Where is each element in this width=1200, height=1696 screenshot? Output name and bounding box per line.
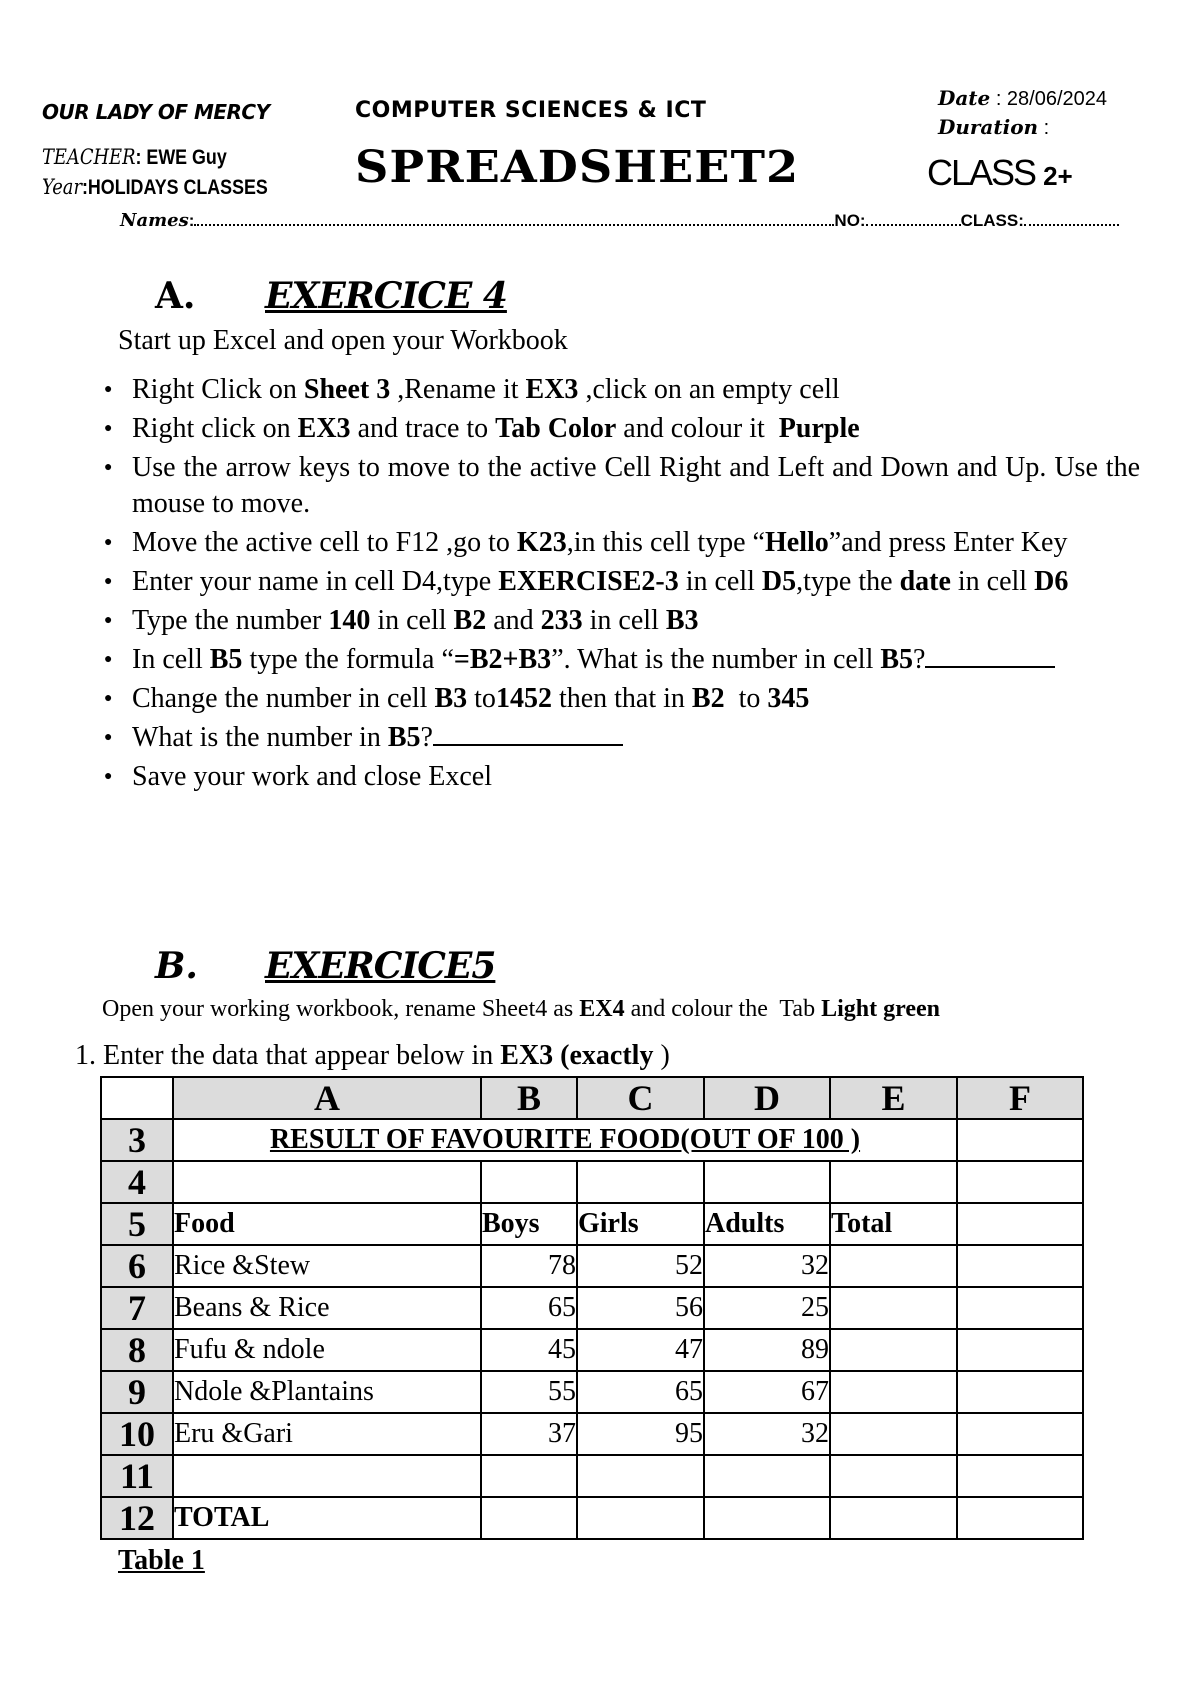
hl: 140	[328, 605, 371, 636]
column-header: D	[704, 1077, 830, 1119]
instruction-text: In cell B5 type the formula “=B2+B3”. What is the number in cell B5?	[132, 644, 926, 675]
total-cell	[830, 1371, 957, 1413]
boys-cell: 78	[481, 1245, 577, 1287]
table-row	[101, 1287, 1083, 1329]
teacher-label: TEACHER	[42, 145, 136, 169]
table-row	[101, 1329, 1083, 1371]
section-b-letter: B.	[155, 945, 198, 987]
table-cell	[577, 1161, 704, 1203]
hl: Hello	[765, 527, 829, 558]
food-cell: Fufu & ndole	[173, 1329, 481, 1371]
hl: D6	[1034, 566, 1069, 597]
instruction-item	[100, 681, 1140, 717]
hl: D5	[761, 566, 797, 597]
table-cell	[704, 1455, 830, 1497]
column-header: C	[577, 1077, 704, 1119]
column-header: B	[481, 1077, 577, 1119]
table-cell	[704, 1497, 830, 1539]
names-label: Names	[120, 210, 189, 231]
header-left	[42, 100, 270, 199]
hl: Tab Color	[495, 413, 617, 444]
total-label-cell: TOTAL	[173, 1497, 481, 1539]
total-cell	[830, 1287, 957, 1329]
class-blank[interactable]	[1024, 210, 1119, 226]
row-header: 4	[101, 1161, 173, 1203]
girls-cell: 56	[577, 1287, 704, 1329]
girls-cell: 52	[577, 1245, 704, 1287]
adults-cell: 32	[704, 1245, 830, 1287]
row-header: 11	[101, 1455, 173, 1497]
teacher-value: : EWE Guy	[135, 146, 227, 169]
year-label: Year	[42, 175, 82, 199]
adults-cell: 67	[704, 1371, 830, 1413]
header-right	[938, 86, 1107, 140]
table-cell	[577, 1497, 704, 1539]
instruction-text: Save your work and close Excel	[132, 761, 492, 792]
section-a-intro: Start up Excel and open your Workbook	[118, 325, 568, 356]
table-row	[101, 1203, 1083, 1245]
boys-cell: 45	[481, 1329, 577, 1371]
class-line	[927, 152, 1073, 194]
hl: B5	[209, 644, 243, 675]
row-header: 12	[101, 1497, 173, 1539]
hl: 233	[540, 605, 583, 636]
total-cell	[830, 1413, 957, 1455]
duration-line	[938, 115, 1107, 140]
instruction-item	[100, 450, 1140, 522]
table-cell	[830, 1455, 957, 1497]
section-a-letter: A.	[155, 275, 196, 317]
table-row	[101, 1371, 1083, 1413]
food-cell: Beans & Rice	[173, 1287, 481, 1329]
boys-cell: 65	[481, 1287, 577, 1329]
hl: B5	[387, 722, 421, 753]
instruction-item	[100, 564, 1140, 600]
hl: date	[899, 566, 951, 597]
row-header: 7	[101, 1287, 173, 1329]
field-header: Girls	[577, 1203, 704, 1245]
section-b-heading	[155, 945, 495, 987]
corner-cell	[101, 1077, 173, 1119]
instruction-text: Use the arrow keys to move to the active Cell Right and Left and Down and Up. Use the mouse to move.	[132, 452, 1140, 519]
boys-cell: 37	[481, 1413, 577, 1455]
table-cell	[957, 1287, 1083, 1329]
section-a-title: EXERCICE 4	[265, 275, 507, 317]
instruction-item	[100, 603, 1140, 639]
hl: B2	[691, 683, 725, 714]
food-cell: Ndole &Plantains	[173, 1371, 481, 1413]
names-line: Names: NO: CLASS:	[120, 210, 1119, 231]
table-cell	[830, 1497, 957, 1539]
instruction-item	[100, 720, 1140, 756]
adults-cell: 89	[704, 1329, 830, 1371]
no-blank[interactable]	[866, 210, 961, 226]
hl: B2	[453, 605, 487, 636]
table-cell	[173, 1161, 481, 1203]
table-row	[101, 1497, 1083, 1539]
column-header: F	[957, 1077, 1083, 1119]
names-blank[interactable]	[194, 210, 834, 226]
section-a-instructions	[100, 372, 1140, 798]
boys-cell: 55	[481, 1371, 577, 1413]
no-label: NO:	[834, 211, 866, 230]
row-header: 8	[101, 1329, 173, 1371]
field-header: Food	[173, 1203, 481, 1245]
instruction-text: Type the number 140 in cell B2 and 233 in cell B3	[132, 605, 699, 636]
table-cell	[957, 1329, 1083, 1371]
field-header: Adults	[704, 1203, 830, 1245]
duration-label: Duration	[938, 115, 1039, 139]
table-cell	[957, 1455, 1083, 1497]
food-cell: Rice &Stew	[173, 1245, 481, 1287]
girls-cell: 65	[577, 1371, 704, 1413]
instruction-text: Change the number in cell B3 to1452 then that in B2 to 345	[132, 683, 810, 714]
instruction-text: Right Click on Sheet 3 ,Rename it EX3 ,click on an empty cell	[132, 374, 840, 405]
column-header: A	[173, 1077, 481, 1119]
total-cell	[830, 1329, 957, 1371]
class-label: CLASS	[927, 152, 1036, 193]
instruction-item	[100, 525, 1140, 561]
table-row	[101, 1161, 1083, 1203]
instruction-text: Move the active cell to F12 ,go to K23,in this cell type “Hello”and press Enter Key	[132, 527, 1068, 558]
teacher-line	[42, 142, 227, 173]
year-value: :HOLIDAYS CLASSES	[81, 176, 268, 199]
table-caption: Table 1	[118, 1545, 205, 1576]
hl: EXERCISE2-3	[498, 566, 679, 597]
date-line	[938, 86, 1107, 111]
table-title-cell: RESULT OF FAVOURITE FOOD(OUT OF 100 )	[173, 1119, 957, 1161]
hl: 345	[767, 683, 810, 714]
column-header-row	[101, 1077, 1083, 1119]
instruction-text: What is the number in B5?	[132, 722, 433, 753]
hl: 1452	[495, 683, 552, 714]
section-b-title: EXERCICE5	[265, 945, 496, 987]
school-name: OUR LADY OF MERCY	[42, 100, 270, 124]
table-row	[101, 1455, 1083, 1497]
class-field-label: CLASS:	[960, 211, 1024, 230]
field-header: Boys	[481, 1203, 577, 1245]
column-header: E	[830, 1077, 957, 1119]
row-header: 3	[101, 1119, 173, 1161]
hl: =B2+B3	[453, 644, 552, 675]
spreadsheet-table	[100, 1076, 1084, 1540]
row-header: 6	[101, 1245, 173, 1287]
table-cell	[957, 1245, 1083, 1287]
hl: EX3	[525, 374, 579, 405]
row-header: 9	[101, 1371, 173, 1413]
instruction-text: Enter your name in cell D4,type EXERCISE2-3 in cell D5,type the date in cell D6	[132, 566, 1069, 597]
instruction-item	[100, 759, 1140, 795]
table-row	[101, 1413, 1083, 1455]
date-label: Date	[938, 86, 991, 110]
girls-cell: 47	[577, 1329, 704, 1371]
adults-cell: 32	[704, 1413, 830, 1455]
food-cell: Eru &Gari	[173, 1413, 481, 1455]
worksheet-title: SPREADSHEET2	[355, 142, 800, 193]
answer-blank[interactable]	[925, 642, 1055, 668]
hl: K23	[516, 527, 567, 558]
table-cell	[957, 1119, 1083, 1161]
table-cell	[830, 1161, 957, 1203]
class-value: 2+	[1043, 161, 1073, 191]
table-cell	[481, 1455, 577, 1497]
section-b-step-1: 1. Enter the data that appear below in EX3 (exactly )	[75, 1040, 670, 1071]
subject-title: COMPUTER SCIENCES & ICT	[355, 98, 707, 123]
table-cell	[957, 1413, 1083, 1455]
row-header: 5	[101, 1203, 173, 1245]
year-line	[42, 172, 268, 203]
table-row	[101, 1245, 1083, 1287]
adults-cell: 25	[704, 1287, 830, 1329]
instruction-item	[100, 372, 1140, 408]
hl: B3	[665, 605, 699, 636]
instruction-item	[100, 411, 1140, 447]
hl: B5	[880, 644, 914, 675]
hl: Purple	[778, 413, 860, 444]
field-header: Total	[830, 1203, 957, 1245]
hl: Sheet 3	[303, 374, 391, 405]
section-b-intro: Open your working workbook, rename Sheet4 as EX4 and colour the Tab Light green	[102, 996, 940, 1022]
table-cell	[957, 1371, 1083, 1413]
table-cell	[957, 1203, 1083, 1245]
girls-cell: 95	[577, 1413, 704, 1455]
instruction-item	[100, 642, 1140, 678]
table-cell	[704, 1161, 830, 1203]
section-a-heading	[155, 275, 507, 317]
table-cell	[173, 1455, 481, 1497]
instruction-text: Right click on EX3 and trace to Tab Color and colour it Purple	[132, 413, 860, 444]
total-cell	[830, 1245, 957, 1287]
table-cell	[957, 1161, 1083, 1203]
duration-value: :	[1038, 117, 1050, 139]
hl: B3	[434, 683, 468, 714]
row-header: 10	[101, 1413, 173, 1455]
answer-blank[interactable]	[433, 720, 623, 746]
table-cell	[957, 1497, 1083, 1539]
table-cell	[481, 1161, 577, 1203]
table-row	[101, 1119, 1083, 1161]
date-value: : 28/06/2024	[990, 88, 1108, 110]
table-cell	[577, 1455, 704, 1497]
hl: EX3	[297, 413, 351, 444]
table-cell	[481, 1497, 577, 1539]
